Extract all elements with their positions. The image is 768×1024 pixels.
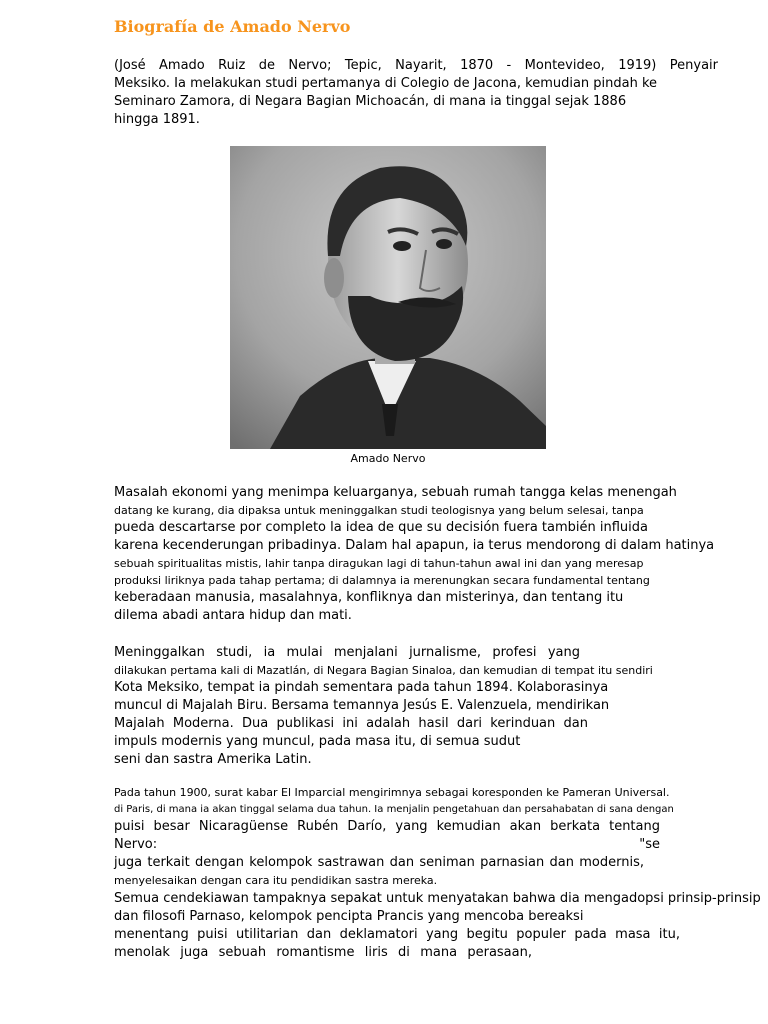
paragraph-line: dilakukan pertama kali di Mazatlán, di Negara Bagian Sinaloa, dan kemudian di tempat itu sendiri [114, 664, 653, 677]
paragraph-line: (José Amado Ruiz de Nervo; Tepic, Nayarit, 1870 - Montevideo, 1919) Penyair [114, 58, 718, 73]
paragraph-line: Pada tahun 1900, surat kabar El Imparcial mengirimnya sebagai koresponden ke Pameran Universal. [114, 786, 670, 799]
paragraph-line: produksi liriknya pada tahap pertama; di dalamnya ia merenungkan secara fundamental tentang [114, 574, 650, 587]
page-title: Biografía de Amado Nervo [114, 17, 351, 36]
paragraph-line: di Paris, di mana ia akan tinggal selama dua tahun. Ia menjalin pengetahuan dan persahabatan di sana dengan [114, 804, 674, 815]
paragraph-journalism [114, 644, 718, 769]
paragraph-line: Majalah Moderna. Dua publikasi ini adalah hasil dari kerinduan dan [114, 716, 588, 731]
paragraph-line: menyelesaikan dengan cara itu pendidikan sastra mereka. [114, 874, 438, 887]
paragraph-line: Seminaro Zamora, di Negara Bagian Michoacán, di mana ia tinggal sejak 1886 [114, 94, 627, 109]
paragraph-line: Meninggalkan studi, ia mulai menjalani jurnalisme, profesi yang [114, 645, 580, 660]
paragraph-line: muncul di Majalah Biru. Bersama temannya Jesús E. Valenzuela, mendirikan [114, 698, 610, 713]
paragraph-line: Kota Meksiko, tempat ia pindah sementara pada tahun 1894. Kolaborasinya [114, 680, 609, 695]
paragraph-line: Masalah ekonomi yang menimpa keluarganya, sebuah rumah tangga kelas menengah [114, 485, 677, 500]
portrait-photo [230, 146, 546, 449]
paragraph-line: juga terkait dengan kelompok sastrawan dan seniman parnasian dan modernis, [114, 855, 644, 870]
paragraph-line: keberadaan manusia, masalahnya, konfliknya dan misterinya, dan tentang itu [114, 590, 624, 605]
paragraph-economy [114, 484, 718, 625]
paragraph-line: puisi besar Nicaragüense Rubén Darío, yang kemudian akan berkata tentang Nervo: "se [114, 819, 660, 852]
paragraph-line: impuls modernis yang muncul, pada masa itu, di semua sudut [114, 734, 521, 749]
paragraph-line: sebuah spiritualitas mistis, lahir tanpa diragukan lagi di tahun-tahun awal ini dan yang meresap [114, 557, 644, 570]
paragraph-line: pueda descartarse por completo la idea de que su decisión fuera también influida [114, 520, 648, 535]
paragraph-line: dan filosofi Parnaso, kelompok pencipta Prancis yang mencoba bereaksi [114, 909, 584, 924]
paragraph-line: menentang puisi utilitarian dan deklamatori yang begitu populer pada masa itu, [114, 927, 680, 942]
paragraph-line: Semua cendekiawan tampaknya sepakat untuk menyatakan bahwa dia mengadopsi prinsip-prinsip [114, 891, 761, 906]
paragraph-intro [114, 57, 718, 129]
paragraph-line: menolak juga sebuah romantisme liris di mana perasaan, [114, 945, 532, 960]
paragraph-line: seni dan sastra Amerika Latin. [114, 752, 312, 767]
paragraph-line: dilema abadi antara hidup dan mati. [114, 608, 352, 623]
paragraph-line: karena kecenderungan pribadinya. Dalam hal apapun, ia terus mendorong di dalam hatinya [114, 538, 715, 553]
paragraph-line: Meksiko. Ia melakukan studi pertamanya di Colegio de Jacona, kemudian pindah ke [114, 76, 658, 91]
paragraph-paris [114, 784, 718, 889]
paragraph-line: hingga 1891. [114, 112, 200, 127]
paragraph-line: datang ke kurang, dia dipaksa untuk meninggalkan studi teologisnya yang belum selesai, tanpa [114, 504, 644, 517]
photo-caption: Amado Nervo [350, 452, 426, 465]
paragraph-parnaso [114, 890, 761, 962]
